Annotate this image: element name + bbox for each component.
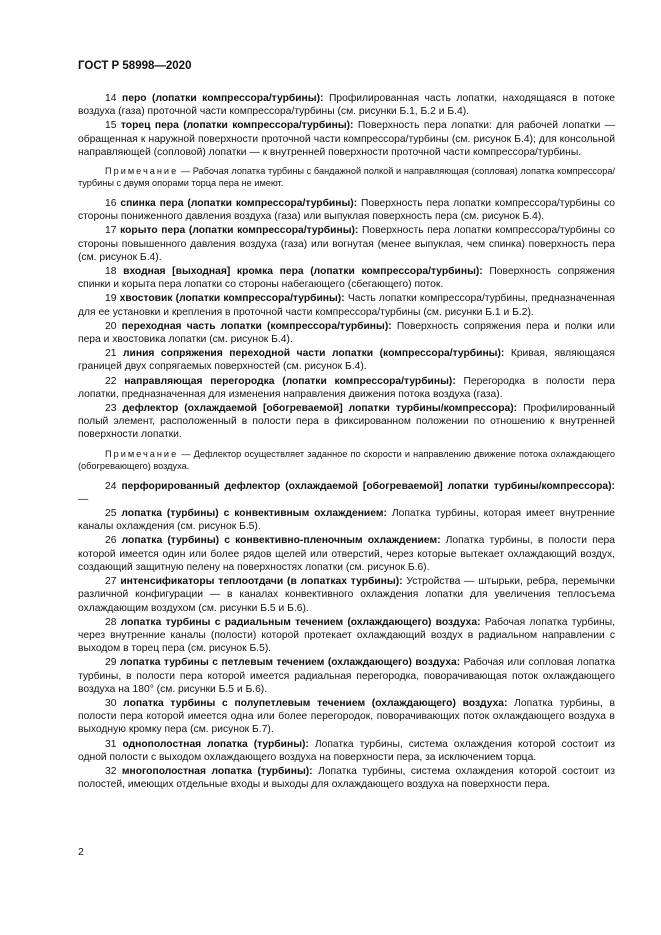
term-entry-22 bbox=[78, 375, 615, 401]
term-title: многополостная лопатка (турбины): bbox=[121, 765, 313, 777]
term-definition: Поверхность пера лопатки компрессора/турбины со стороны повышенного давления воздуха (газа) или вогнутая (менее выпуклая, чем спинка) поверхность пера (см. рисунок Б.4). bbox=[78, 225, 615, 263]
term-title: дефлектор (охлаждаемой [обогреваемой] лопатки турбины/компрессора): bbox=[122, 403, 518, 415]
term-number: 29 bbox=[105, 657, 117, 669]
term-number: 22 bbox=[105, 375, 117, 387]
term-entry-18 bbox=[78, 265, 615, 291]
term-number: 30 bbox=[105, 697, 117, 709]
term-title: лопатка турбины с полупетлевым течением (охлаждающего) воздуха: bbox=[123, 697, 508, 709]
term-entry-19 bbox=[78, 292, 615, 318]
term-entry-20 bbox=[78, 320, 615, 346]
term-entry-28 bbox=[78, 616, 615, 656]
term-title: перо (лопатки компрессора/турбины): bbox=[122, 93, 324, 104]
term-definition: Поверхность сопряжения спинки и корыта пера лопатки со стороны набегающего (сбегающего) поток. bbox=[78, 266, 615, 291]
term-definition: Профилированная часть лопатки, находящаяся в потоке воздуха (газа) проточной части компрессора/турбины (см. рисунки Б.1, Б.2 и Б.4). bbox=[78, 93, 615, 118]
term-definition: — bbox=[78, 493, 89, 505]
term-title: линия сопряжения переходной части лопатки (компрессора/турбины): bbox=[122, 348, 505, 360]
term-number: 23 bbox=[105, 403, 117, 415]
term-title: входная [выходная] кромка пера (лопатки компрессора/турбины): bbox=[123, 266, 483, 278]
term-title: лопатка (турбины) с конвективно-пленочным охлаждением: bbox=[121, 535, 441, 547]
term-number: 25 bbox=[105, 508, 117, 520]
term-definition: Перегородка в полости пера лопатки, предназначенная для изменения направления движения потока воздуха (газа). bbox=[78, 375, 615, 400]
term-definition: Поверхность пера лопатки компрессора/турбины со стороны пониженного давления воздуха (газа) или выпуклая поверхность пера (см. рисунок Б.4). bbox=[78, 198, 615, 223]
term-number: 31 bbox=[105, 738, 117, 750]
note-block bbox=[78, 165, 615, 189]
term-number: 15 bbox=[105, 120, 117, 132]
page-number: 2 bbox=[78, 846, 84, 858]
term-definition: Поверхность сопряжения пера и полки или пера и хвостовика лопатки (см. рисунок Б.4). bbox=[78, 320, 615, 346]
term-number: 16 bbox=[105, 198, 117, 210]
term-title: лопатка (турбины) с конвективным охлаждением: bbox=[121, 508, 387, 520]
term-title: перфорированный дефлектор (охлаждаемой [обогреваемой] лопатки турбины/компрессора): bbox=[121, 480, 615, 492]
term-number: 17 bbox=[105, 225, 117, 237]
term-definition: Лопатка турбины, в полости пера которой имеется одна или более перегородок, поворачивающих поток охлаждающего воздуха в выходную кромку пера (см. рисунок Б.7). bbox=[78, 697, 615, 736]
term-entry-16 bbox=[78, 197, 615, 223]
term-title: лопатка турбины с радиальным течением (охлаждающего) воздуха: bbox=[120, 616, 481, 628]
note-text: — Рабочая лопатка турбины с бандажной полкой и направляющая (сопловая) лопатка компрессора/турбины с двумя опорами торца пера не имеют. bbox=[78, 166, 615, 189]
document-body bbox=[78, 92, 615, 792]
term-number: 32 bbox=[105, 765, 117, 777]
note-text: — Дефлектор осуществляет заданное по скорости и направлению движение потока охлаждающего (обогревающего) воздуха. bbox=[78, 448, 615, 471]
term-entry-23 bbox=[78, 402, 615, 442]
term-entry-24 bbox=[78, 480, 615, 506]
term-entry-26 bbox=[78, 534, 615, 574]
term-definition: Часть лопатки компрессора/турбины, предназначенная для ее установки и крепления в проточной части компрессора/турбины (см. рисунки Б.1 и Б.2). bbox=[78, 293, 615, 318]
term-entry-32 bbox=[78, 765, 615, 791]
term-number: 28 bbox=[105, 616, 117, 628]
term-entry-14 bbox=[78, 92, 615, 118]
term-number: 14 bbox=[105, 93, 117, 104]
term-definition: Лопатка турбины, система охлаждения которой состоит из одной полости с выходом охлаждающего воздуха на поверхности пера, за исключением торца. bbox=[78, 738, 615, 763]
term-definition: Лопатка турбины, которая имеет внутренние каналы охлаждения (см. рисунок Б.5). bbox=[78, 508, 615, 533]
term-title: интенсификаторы теплоотдачи (в лопатках турбины): bbox=[120, 576, 403, 588]
term-definition: Кривая, являющаяся границей двух сопрягаемых поверхностей (см. рисунок Б.4). bbox=[78, 348, 615, 373]
term-title: направляющая перегородка (лопатки компрессора/турбины): bbox=[124, 375, 456, 387]
note-label: Примечание bbox=[105, 448, 179, 459]
term-definition: Устройства — штырьки, ребра, перемычки различной конфигурации — в каналах конвективного охлаждения лопатки для увеличения теплосъема охлаждающим воздухом (см. рисунки Б.5 и Б.6). bbox=[78, 576, 615, 614]
term-number: 27 bbox=[105, 576, 117, 588]
term-title: однополостная лопатка (турбины): bbox=[122, 738, 309, 750]
term-title: лопатка турбины с петлевым течением (охлаждающего) воздуха: bbox=[119, 657, 461, 669]
term-number: 24 bbox=[105, 480, 117, 492]
term-entry-25 bbox=[78, 507, 615, 533]
document-header: ГОСТ Р 58998—2020 bbox=[78, 60, 192, 72]
term-title: корыто пера (лопатки компрессора/турбины): bbox=[120, 225, 359, 237]
term-number: 19 bbox=[105, 293, 117, 305]
term-definition: Рабочая или сопловая лопатка турбины, в полости пера которой имеется радиальная перегородка, поворачивающая поток охлаждающего воздуха на 180° (см. рисунки Б.5 и Б.6). bbox=[78, 657, 615, 695]
term-number: 21 bbox=[105, 348, 117, 360]
term-entry-21 bbox=[78, 347, 615, 373]
term-entry-30 bbox=[78, 697, 615, 737]
term-number: 18 bbox=[105, 266, 117, 278]
term-number: 20 bbox=[105, 320, 117, 332]
note-label: Примечание bbox=[105, 166, 179, 177]
term-definition: Лопатка турбины, в полости пера которой имеется один или более рядов щелей или отверстий, через которые вытекает охлаждающий воздух, создающий защитную пелену на поверхностях лопатки (см. рисунок Б.6). bbox=[78, 535, 615, 573]
term-title: переходная часть лопатки (компрессора/турбины): bbox=[121, 320, 392, 332]
term-definition: Рабочая лопатка турбины, через внутренние каналы (полости) которой протекает охлаждающий воздух в радиальном направлении с выходом в торец пера (см. рисунок Б.5). bbox=[78, 616, 615, 655]
note-block bbox=[78, 448, 615, 472]
term-title: спинка пера (лопатки компрессора/турбины): bbox=[120, 198, 358, 210]
term-definition: Поверхность пера лопатки: для рабочей лопатки — обращенная к наружной поверхности проточной части компрессора/турбины (см. рисунок Б.4); для консольной направляющей (сопловой) лопатки — к внутренней поверхности проточной части компрессора/турбины. bbox=[78, 120, 615, 158]
term-entry-29 bbox=[78, 656, 615, 696]
term-definition: Лопатка турбины, система охлаждения которой состоит из полостей, имеющих отдельные входы и выходы для охлаждающего воздуха на поверхности пера. bbox=[78, 765, 615, 791]
term-title: торец пера (лопатки компрессора/турбины): bbox=[120, 120, 354, 132]
term-entry-15 bbox=[78, 119, 615, 159]
term-entry-27 bbox=[78, 575, 615, 615]
term-number: 26 bbox=[105, 535, 117, 547]
term-definition: Профилированный полый элемент, расположенный в полости пера в фиксированном положении по отношению к внутренней поверхности лопатки. bbox=[78, 403, 615, 441]
term-title: хвостовик (лопатки компрессора/турбины): bbox=[119, 293, 345, 305]
term-entry-17 bbox=[78, 224, 615, 264]
term-entry-31 bbox=[78, 738, 615, 764]
